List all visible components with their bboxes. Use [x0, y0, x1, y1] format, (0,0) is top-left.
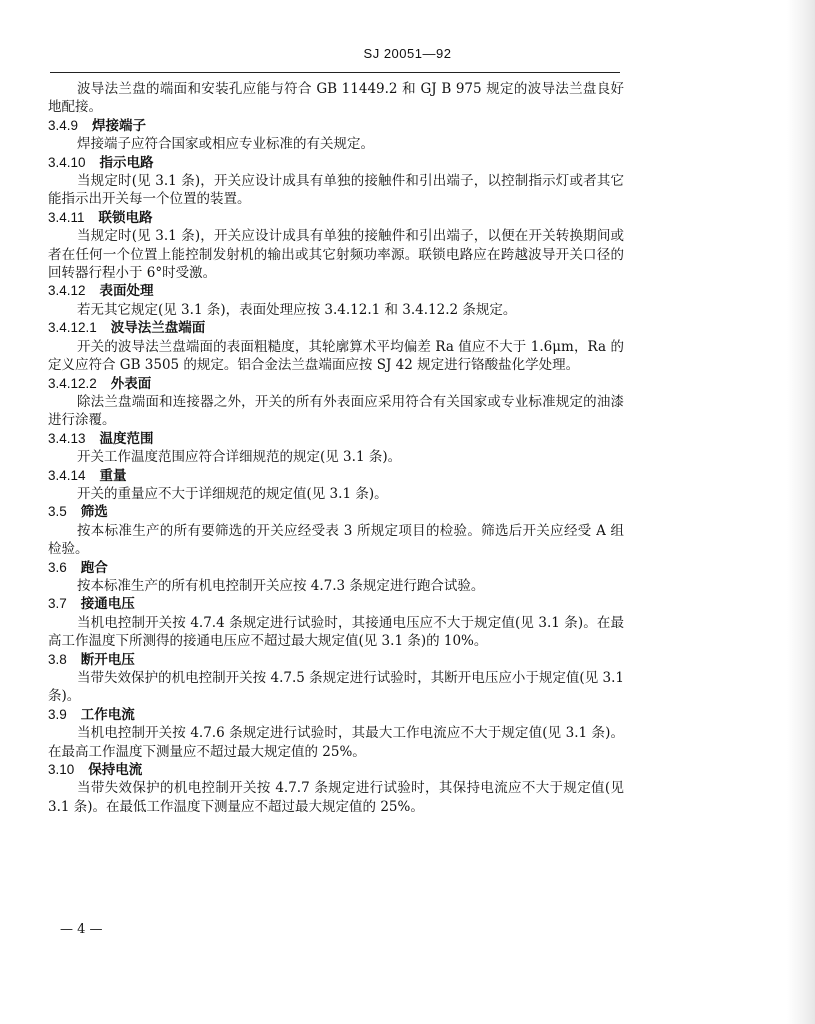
section-number: 3.7: [48, 596, 67, 612]
paragraph: 按本标准生产的所有要筛选的开关应经受表 3 所规定项目的检验。筛选后开关应经受 A 组检验。: [48, 522, 624, 558]
section-number: 3.4.14: [48, 467, 86, 483]
section-title: 温度范围: [99, 430, 154, 447]
section-heading: [48, 559, 624, 577]
section-title: 跑合: [80, 559, 108, 576]
section-heading: [48, 503, 624, 521]
section-number: 3.4.11: [48, 209, 85, 225]
section-heading: [48, 430, 624, 448]
paragraph: 按本标准生产的所有机电控制开关应按 4.7.3 条规定进行跑合试验。: [77, 577, 485, 594]
section-title: 保持电流: [88, 762, 143, 779]
paragraph: 当规定时(见 3.1 条)，开关应设计成具有单独的接触件和引出端子，以控制指示灯或者其它能指示出开关每一个位置的装置。: [48, 173, 624, 208]
paragraph: 除法兰盘端面和连接器之外，开关的所有外表面应采用符合有关国家或专业标准规定的油漆进行涂覆。: [48, 393, 624, 429]
section-title: 重量: [99, 467, 127, 484]
section-number: 3.4.10: [48, 154, 86, 170]
scan-edge-shadow: [787, 0, 815, 1024]
section-title: 联锁电路: [98, 209, 153, 226]
section-number: 3.4.12: [48, 283, 86, 299]
section-number: 3.8: [48, 651, 67, 667]
section-number: 3.10: [48, 762, 75, 778]
paragraph: 当带失效保护的机电控制开关按 4.7.5 条规定进行试验时，其断开电压应小于规定值(见 3.1 条)。: [48, 670, 624, 705]
section-number: 3.4.9: [48, 117, 79, 133]
section-title: 焊接端子: [92, 117, 147, 134]
section-title: 指示电路: [99, 154, 154, 171]
section-number: 3.4.12.2: [48, 375, 97, 391]
document-body: [48, 80, 624, 816]
paragraph: 当规定时(见 3.1 条)，开关应设计成具有单独的接触件和引出端子，以便在开关转换期间或者在任何一个位置上能控制发射机的输出或其它射频功率源。联锁电路应在跨越波导开关口径的回转器行程小于 6°时受激。: [48, 228, 624, 282]
paragraph: 开关的波导法兰盘端面的表面粗糙度，其轮廓算术平均偏差 Ra 值应不大于 1.6μm，Ra 的定义应符合 GB 3505 的规定。铝合金法兰盘端面应按 SJ 42 规定进行铬酸盐化学处理。: [48, 338, 624, 374]
section-heading: [48, 761, 624, 779]
header-rule: [50, 72, 620, 73]
section-number: 3.5: [48, 504, 67, 520]
section-title: 筛选: [80, 504, 108, 521]
section-number: 3.6: [48, 559, 67, 575]
paragraph: 开关的重量应不大于详细规范的规定值(见 3.1 条)。: [77, 485, 388, 502]
section-heading: [48, 154, 624, 172]
paragraph: 开关工作温度范围应符合详细规范的规定(见 3.1 条)。: [77, 449, 402, 466]
paragraph: 波导法兰盘的端面和安装孔应能与符合 GB 11449.2 和 GJ B 975 规定的波导法兰盘良好地配接。: [48, 81, 624, 116]
section-heading: [48, 375, 624, 393]
standard-number-header: SJ 20051—92: [363, 46, 452, 61]
section-heading: [48, 209, 624, 227]
section-heading: [48, 467, 624, 485]
page-number: — 4 —: [60, 922, 103, 937]
section-title: 工作电流: [80, 706, 135, 723]
section-heading: [48, 282, 624, 300]
paragraph: 当机电控制开关按 4.7.6 条规定进行试验时，其最大工作电流应不大于规定值(见 3.1 条)。在最高工作温度下测量应不超过最大规定值的 25%。: [48, 725, 624, 760]
section-title: 接通电压: [80, 596, 135, 613]
paragraph: 若无其它规定(见 3.1 条)，表面处理应按 3.4.12.1 和 3.4.12.2 条规定。: [77, 301, 517, 318]
paragraph: 当机电控制开关按 4.7.4 条规定进行试验时，其接通电压应不大于规定值(见 3.1 条)。在最高工作温度下所测得的接通电压应不超过最大规定值(见 3.1 条)的 10%。: [48, 614, 624, 650]
section-heading: [48, 319, 624, 337]
section-title: 表面处理: [99, 283, 154, 300]
section-title: 断开电压: [80, 651, 135, 668]
section-number: 3.9: [48, 706, 67, 722]
section-title: 波导法兰盘端面: [110, 320, 206, 337]
section-title: 外表面: [110, 375, 152, 392]
paragraph: 焊接端子应符合国家或相应专业标准的有关规定。: [77, 136, 374, 153]
section-heading: [48, 595, 624, 613]
section-heading: [48, 117, 624, 135]
section-heading: [48, 706, 624, 724]
section-number: 3.4.12.1: [48, 320, 97, 336]
section-number: 3.4.13: [48, 430, 86, 446]
paragraph: 当带失效保护的机电控制开关按 4.7.7 条规定进行试验时，其保持电流应不大于规定值(见 3.1 条)。在最低工作温度下测量应不超过最大规定值的 25%。: [48, 780, 624, 815]
section-heading: [48, 651, 624, 669]
